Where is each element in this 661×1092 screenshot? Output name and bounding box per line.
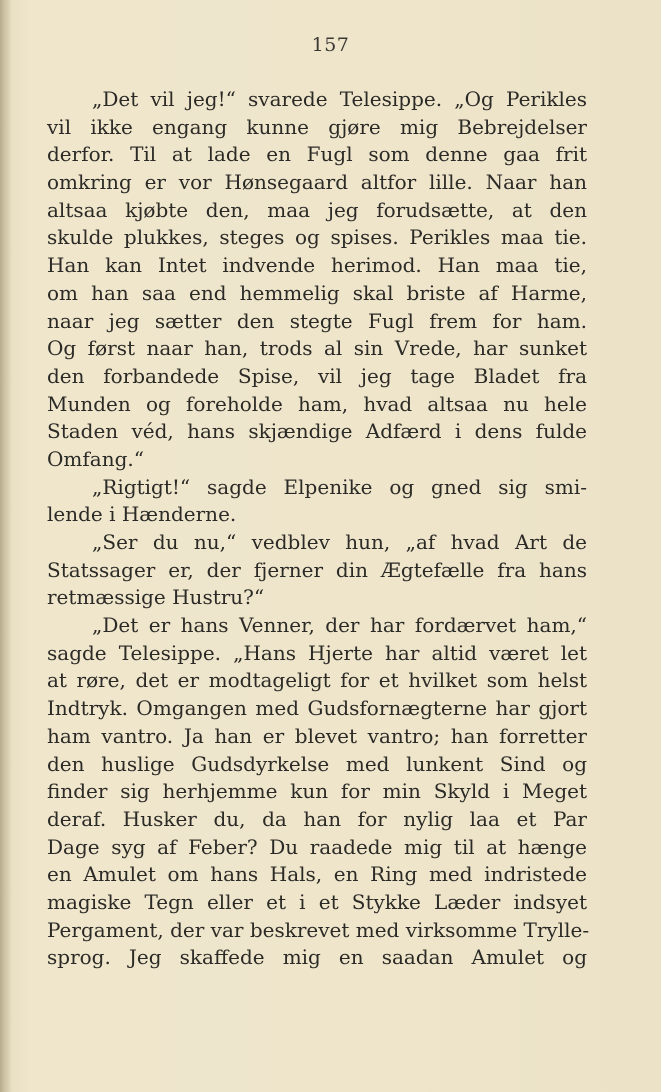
text-line: „Ser du nu,“ vedblev hun, „af hvad Art de xyxy=(92,530,587,554)
text-line: Han kan Intet indvende herimod. Han maa tie, xyxy=(47,253,587,278)
text-line: finder sig herhjemme kun for min Skyld i Meget xyxy=(47,779,587,804)
text-line: den forbandede Spise, vil jeg tage Bladet fra xyxy=(47,363,587,388)
text-line: sagde Telesippe. „Hans Hjerte har altid været let xyxy=(47,640,587,665)
text-line: Og først naar han, trods al sin Vrede, har sunket xyxy=(47,336,587,361)
text-line: lende i Hænderne. xyxy=(47,502,237,527)
text-line: Staden véd, hans skjændige Adfærd i dens fulde xyxy=(47,419,587,444)
text-line: den huslige Gudsdyrkelse med lunkent Sind og xyxy=(47,751,587,776)
text-line: magiske Tegn eller et i et Stykke Læder indsyet xyxy=(47,889,587,914)
text-line: „Det er hans Venner, der har fordærvet ham,“ xyxy=(92,613,587,638)
text-line: Dage syg af Feber? Du raadede mig til at hænge xyxy=(47,834,587,859)
text-line: retmæssige Hustru?“ xyxy=(47,585,265,610)
text-line: en Amulet om hans Hals, en Ring med indristede xyxy=(47,862,587,887)
text-line: at røre, det er modtageligt for et hvilket som helst xyxy=(47,668,587,693)
text-line: Pergament, der var beskrevet med virksomme Trylle- xyxy=(47,917,590,942)
text-line: vil ikke engang kunne gjøre mig Bebrejdelser xyxy=(47,114,587,139)
binding-edge xyxy=(0,0,12,1092)
text-line: Statssager er, der fjerner din Ægtefælle fra hans xyxy=(47,557,587,582)
body-text xyxy=(47,86,590,972)
text-line: omkring er vor Hønsegaard altfor lille. Naar han xyxy=(47,170,587,195)
page-number: 157 xyxy=(311,34,350,56)
text-line: om han saa end hemmelig skal briste af Harme, xyxy=(47,280,587,305)
text-line: naar jeg sætter den stegte Fugl frem for ham. xyxy=(47,308,587,333)
text-line: derfor. Til at lade en Fugl som denne gaa frit xyxy=(47,142,587,167)
text-line: altsaa kjøbte den, maa jeg forudsætte, at den xyxy=(47,197,587,222)
text-line: Omfang.“ xyxy=(47,446,144,471)
text-line: deraf. Husker du, da han for nylig laa et Par xyxy=(47,806,587,831)
text-line: Munden og foreholde ham, hvad altsaa nu hele xyxy=(47,391,587,416)
text-line: sprog. Jeg skaffede mig en saadan Amulet og xyxy=(47,945,587,970)
text-line: „Rigtigt!“ sagde Elpenike og gned sig smi- xyxy=(92,474,587,499)
text-line: ham vantro. Ja han er blevet vantro; han forretter xyxy=(47,723,587,748)
text-line: skulde plukkes, steges og spises. Perikles maa tie. xyxy=(47,225,587,250)
text-line: Indtryk. Omgangen med Gudsfornægterne har gjort xyxy=(47,696,587,721)
text-line: „Det vil jeg!“ svarede Telesippe. „Og Perikles xyxy=(92,87,587,111)
